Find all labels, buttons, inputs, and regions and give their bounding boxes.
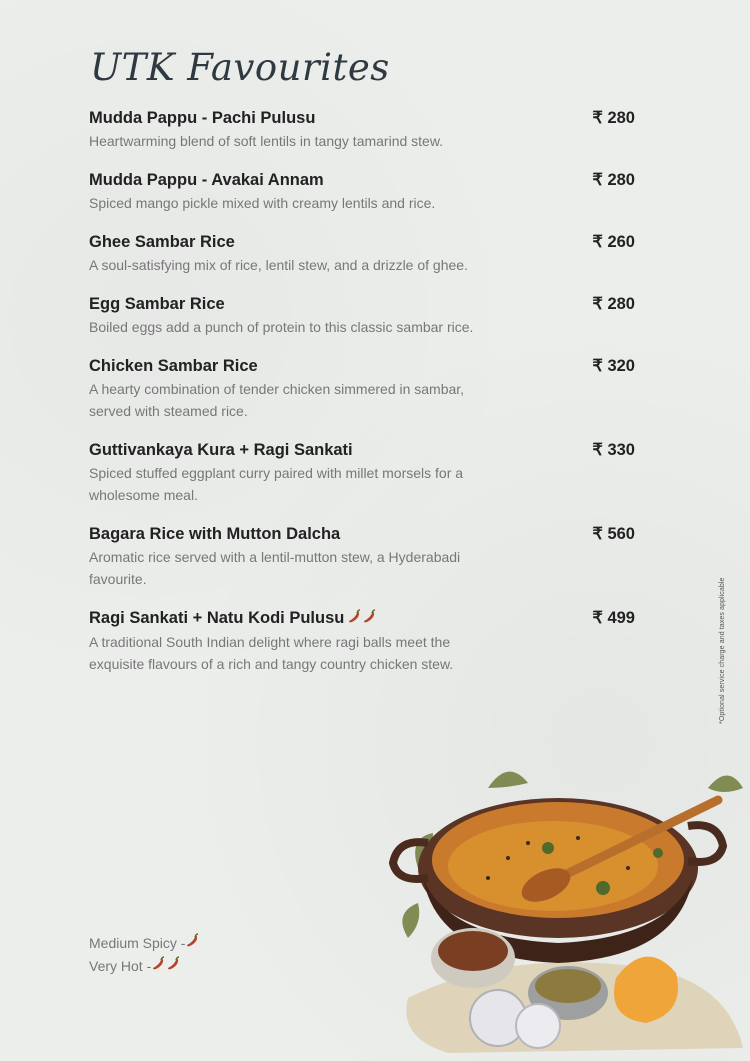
dish-name: Ragi Sankati + Natu Kodi Pulusu bbox=[89, 609, 345, 627]
legend-hot bbox=[89, 955, 200, 978]
dish-price: ₹ 280 bbox=[592, 109, 635, 127]
dish-name-wrap bbox=[89, 295, 225, 314]
dish-name-wrap bbox=[89, 233, 235, 252]
dish-price: ₹ 499 bbox=[592, 609, 635, 627]
menu-item-head bbox=[89, 232, 635, 252]
dish-price: ₹ 260 bbox=[592, 233, 635, 251]
menu-item-head bbox=[89, 170, 635, 190]
spice-legend bbox=[89, 932, 200, 978]
menu-item-head bbox=[89, 108, 635, 128]
dish-name-wrap bbox=[89, 609, 377, 629]
dish-name-wrap bbox=[89, 357, 258, 376]
menu-item bbox=[89, 524, 635, 590]
menu-item bbox=[89, 232, 635, 276]
menu-item bbox=[89, 108, 635, 152]
dish-description: Aromatic rice served with a lentil-mutton stew, a Hyderabadi favourite. bbox=[89, 549, 461, 587]
chili-pepper-icon bbox=[347, 609, 377, 629]
menu-item bbox=[89, 440, 635, 506]
dish-name: Guttivankaya Kura + Ragi Sankati bbox=[89, 441, 353, 459]
dish-name-wrap bbox=[89, 171, 324, 190]
curry-pot-illustration bbox=[388, 748, 750, 1061]
chili-pepper-icon bbox=[151, 955, 181, 978]
dish-price: ₹ 280 bbox=[592, 295, 635, 313]
menu-item bbox=[89, 356, 635, 422]
dish-name: Ghee Sambar Rice bbox=[89, 233, 235, 251]
dish-name-wrap bbox=[89, 525, 340, 544]
dish-description: Heartwarming blend of soft lentils in tangy tamarind stew. bbox=[89, 133, 444, 149]
menu-item bbox=[89, 170, 635, 214]
dish-name: Chicken Sambar Rice bbox=[89, 357, 258, 375]
dish-description: Spiced mango pickle mixed with creamy lentils and rice. bbox=[89, 195, 436, 211]
menu-item-head bbox=[89, 608, 635, 629]
legend-medium bbox=[89, 932, 200, 955]
tax-note: *Optional service charge and taxes applicable bbox=[719, 577, 726, 724]
dish-name: Mudda Pappu - Avakai Annam bbox=[89, 171, 324, 189]
menu-item-head bbox=[89, 524, 635, 544]
dish-price: ₹ 320 bbox=[592, 357, 635, 375]
dish-name: Egg Sambar Rice bbox=[89, 295, 225, 313]
dish-name: Bagara Rice with Mutton Dalcha bbox=[89, 525, 341, 543]
dish-name-wrap bbox=[89, 109, 315, 128]
dish-description: Spiced stuffed eggplant curry paired with millet morsels for a wholesome meal. bbox=[89, 465, 464, 503]
dish-description: A soul-satisfying mix of rice, lentil stew, and a drizzle of ghee. bbox=[89, 257, 468, 273]
dish-description: Boiled eggs add a punch of protein to this classic sambar rice. bbox=[89, 319, 474, 335]
menu-item-head bbox=[89, 356, 635, 376]
menu-item bbox=[89, 608, 635, 675]
page-title: UTK Favourites bbox=[90, 46, 390, 89]
legend-hot-label: Very Hot - bbox=[89, 958, 152, 974]
dish-price: ₹ 280 bbox=[592, 171, 635, 189]
dish-name: Mudda Pappu - Pachi Pulusu bbox=[89, 109, 316, 127]
dish-price: ₹ 330 bbox=[592, 441, 635, 459]
dish-name-wrap bbox=[89, 441, 353, 460]
chili-pepper-icon bbox=[185, 932, 200, 955]
dish-price: ₹ 560 bbox=[592, 525, 635, 543]
dish-description: A hearty combination of tender chicken simmered in sambar, served with steamed rice. bbox=[89, 381, 465, 419]
dish-description: A traditional South Indian delight where ragi balls meet the exquisite flavours of a rich and tangy country chicken stew. bbox=[89, 633, 454, 672]
menu-item-head bbox=[89, 294, 635, 314]
menu-item bbox=[89, 294, 635, 338]
menu-item-head bbox=[89, 440, 635, 460]
legend-medium-label: Medium Spicy - bbox=[89, 935, 186, 951]
